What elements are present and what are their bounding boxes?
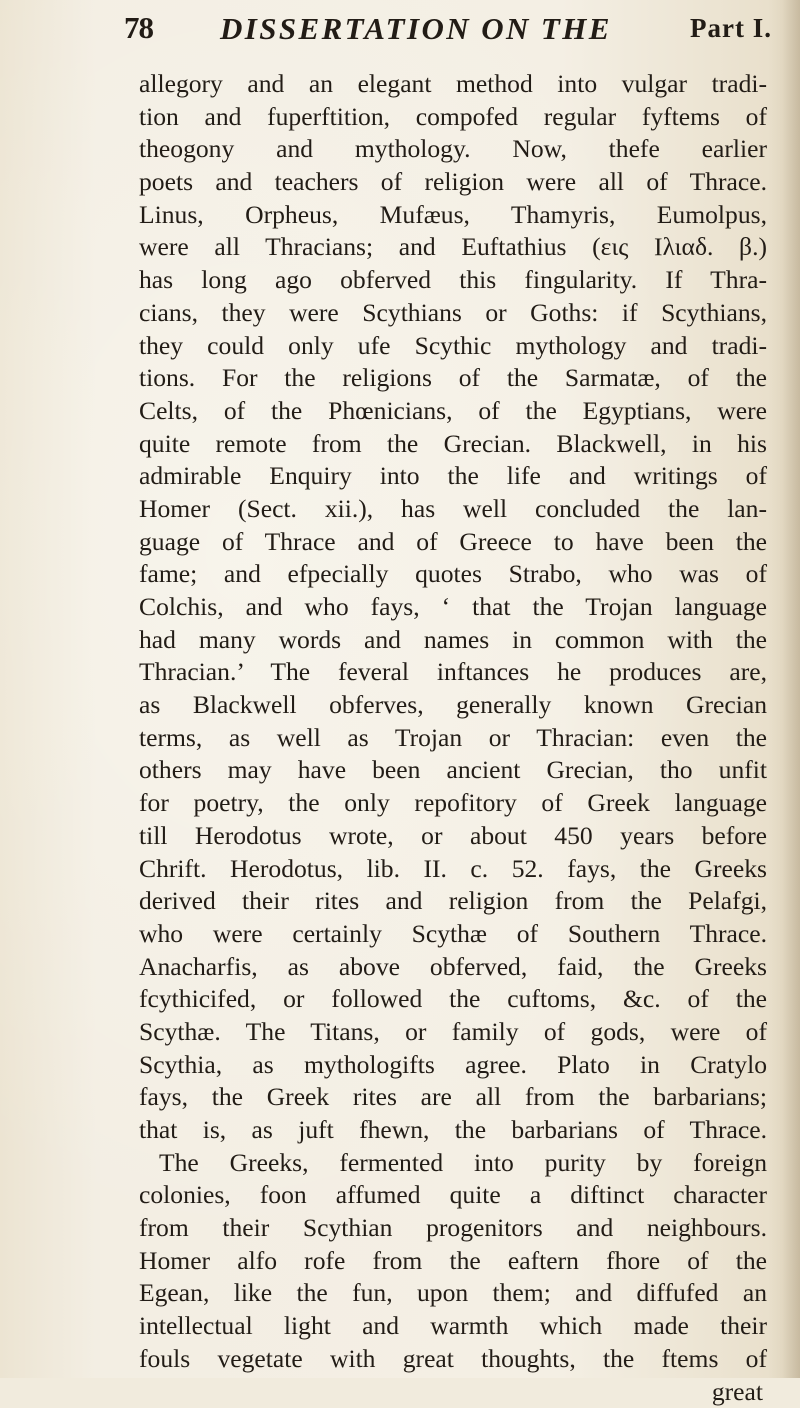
text-line: admirable Enquiry into the life and writings of [139, 460, 767, 493]
text-line: Thracian.’ The feveral inftances he produces are, [139, 656, 767, 689]
text-line: quite remote from the Grecian. Blackwell, in his [139, 428, 767, 461]
text-line: Egean, like the fun, upon them; and diffufed an [139, 1277, 767, 1310]
text-line: Colchis, and who fays, ‘ that the Trojan language [139, 591, 767, 624]
text-line: has long ago obferved this fingularity. If Thra- [139, 264, 767, 297]
text-line: Linus, Orpheus, Mufæus, Thamyris, Eumolpus, [139, 199, 767, 232]
page-number: 78 [124, 10, 153, 46]
text-line: till Herodotus wrote, or about 450 years before [139, 820, 767, 853]
page-edge-shadow [782, 0, 800, 1378]
page-header [124, 10, 772, 60]
text-line: Scythæ. The Titans, or family of gods, were of [139, 1016, 767, 1049]
text-line: from their Scythian progenitors and neighbours. [139, 1212, 767, 1245]
text-line: were all Thracians; and Euftathius (εις Ιλιαδ. β.) [139, 231, 767, 264]
text-line: poets and teachers of religion were all of Thrace. [139, 166, 767, 199]
text-line: they could only ufe Scythic mythology and tradi- [139, 330, 767, 363]
running-title: DISSERTATION ON THE [220, 11, 612, 47]
text-line: that is, as juft fhewn, the barbarians of Thrace. [139, 1114, 767, 1147]
text-line: terms, as well as Trojan or Thracian: even the [139, 722, 767, 755]
text-line: intellectual light and warmth which made their [139, 1310, 767, 1343]
text-line: Scythia, as mythologifts agree. Plato in Cratylo [139, 1049, 767, 1082]
text-line: for poetry, the only repofitory of Greek language [139, 787, 767, 820]
text-line: colonies, foon affumed quite a diftinct character [139, 1179, 767, 1212]
text-line: Homer (Sect. xii.), has well concluded the lan- [139, 493, 767, 526]
text-line: tions. For the religions of the Sarmatæ, of the [139, 362, 767, 395]
catchword: great [139, 1376, 767, 1408]
text-line: Homer alfo rofe from the eaftern fhore of the [139, 1245, 767, 1278]
text-line: fouls vegetate with great thoughts, the ftems of [139, 1343, 767, 1376]
text-line: fcythicifed, or followed the cuftoms, &c. of the [139, 983, 767, 1016]
text-line: who were certainly Scythæ of Southern Thrace. [139, 918, 767, 951]
paragraph-start-line: The Greeks, fermented into purity by foreign [139, 1147, 767, 1180]
text-line: fays, the Greek rites are all from the barbarians; [139, 1081, 767, 1114]
text-line: Chrift. Herodotus, lib. II. c. 52. fays, the Greeks [139, 853, 767, 886]
part-label: Part I. [690, 13, 772, 44]
text-line: theogony and mythology. Now, thefe earlier [139, 133, 767, 166]
text-line: fame; and efpecially quotes Strabo, who was of [139, 558, 767, 591]
text-line: guage of Thrace and of Greece to have been the [139, 526, 767, 559]
text-line: allegory and an elegant method into vulgar tradi- [139, 68, 767, 101]
text-line: Celts, of the Phœnicians, of the Egyptians, were [139, 395, 767, 428]
text-line: others may have been ancient Grecian, tho unfit [139, 754, 767, 787]
body-text [139, 68, 767, 1408]
text-line: cians, they were Scythians or Goths: if Scythians, [139, 297, 767, 330]
text-line: as Blackwell obferves, generally known Grecian [139, 689, 767, 722]
text-line: derived their rites and religion from the Pelafgi, [139, 885, 767, 918]
text-line: Anacharfis, as above obferved, faid, the Greeks [139, 951, 767, 984]
text-line: had many words and names in common with the [139, 624, 767, 657]
text-line: tion and fuperftition, compofed regular fyftems of [139, 101, 767, 134]
